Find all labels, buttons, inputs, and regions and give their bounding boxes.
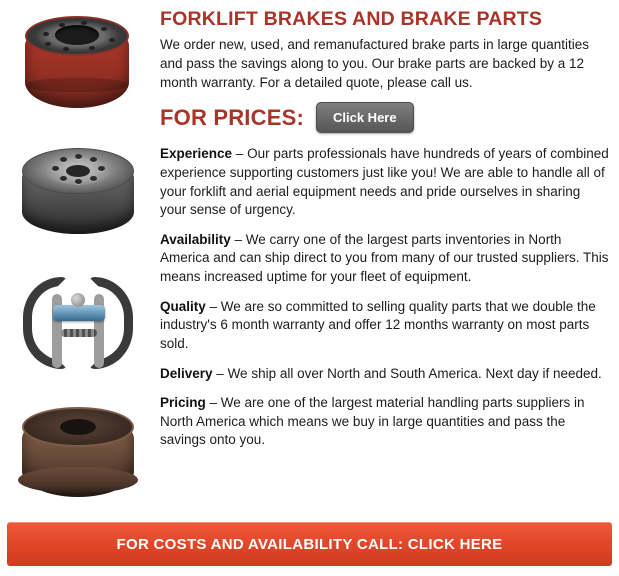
product-image-column	[0, 0, 155, 510]
feature-dash-pricing: –	[205, 395, 221, 411]
feature-text-availability: We carry one of the largest parts inventories in North America and can ship direct to you from many of our trusted suppliers. This means increased uptime for your fleet of equipment.	[160, 231, 609, 285]
feature-text-experience: Our parts professionals have hundreds of years of combined experience supporting customers just like you! We are able to handle all of your forklift and aerial equipment needs and pride ourselves in sharing your sense of urgency.	[160, 146, 609, 218]
feature-dash-availability: –	[230, 231, 246, 247]
bronze-brake-drum-icon	[16, 407, 140, 503]
image-bronze-brake-drum	[0, 400, 155, 510]
page-title: FORKLIFT BRAKES AND BRAKE PARTS	[160, 8, 543, 30]
image-red-brake-drum	[0, 6, 155, 124]
feature-experience	[160, 145, 610, 220]
brake-shoe-set-icon	[13, 273, 143, 373]
image-brake-shoe-set	[0, 268, 155, 378]
for-prices-label: FOR PRICES:	[160, 104, 304, 130]
feature-term-quality: Quality	[160, 298, 206, 314]
feature-text-quality: We are so committed to selling quality parts that we double the industry's 6 month warranty and offer 12 months warranty on most parts sold.	[160, 298, 596, 351]
click-here-button[interactable]: Click Here	[316, 102, 414, 133]
feature-quality	[160, 298, 610, 354]
feature-availability	[160, 231, 610, 287]
feature-pricing	[160, 394, 610, 450]
feature-term-delivery: Delivery	[160, 365, 213, 381]
feature-term-experience: Experience	[160, 146, 233, 162]
content-column	[160, 0, 610, 461]
feature-dash-experience: –	[232, 146, 248, 162]
feature-dash-delivery: –	[212, 365, 228, 381]
feature-term-availability: Availability	[160, 231, 231, 247]
feature-text-delivery: We ship all over North and South America. Next day if needed.	[227, 365, 602, 381]
feature-dash-quality: –	[205, 298, 221, 314]
grey-brake-drum-icon	[18, 148, 138, 240]
footer-call-to-action[interactable]: FOR COSTS AND AVAILABILITY CALL: CLICK HERE	[7, 522, 612, 566]
feature-term-pricing: Pricing	[160, 395, 206, 411]
intro-paragraph: We order new, used, and remanufactured brake parts in large quantities and pass the savings along to you. Our brake parts are backed by a 12 month warranty. For a detailed quote, please call us.	[160, 37, 590, 90]
prices-row	[160, 102, 610, 133]
feature-delivery	[160, 365, 610, 384]
red-brake-drum-icon	[19, 16, 137, 114]
feature-text-pricing: We are one of the largest material handling parts suppliers in North America which means we buy in large quantities and pass the savings onto you.	[160, 395, 585, 448]
image-grey-brake-drum	[0, 140, 155, 248]
